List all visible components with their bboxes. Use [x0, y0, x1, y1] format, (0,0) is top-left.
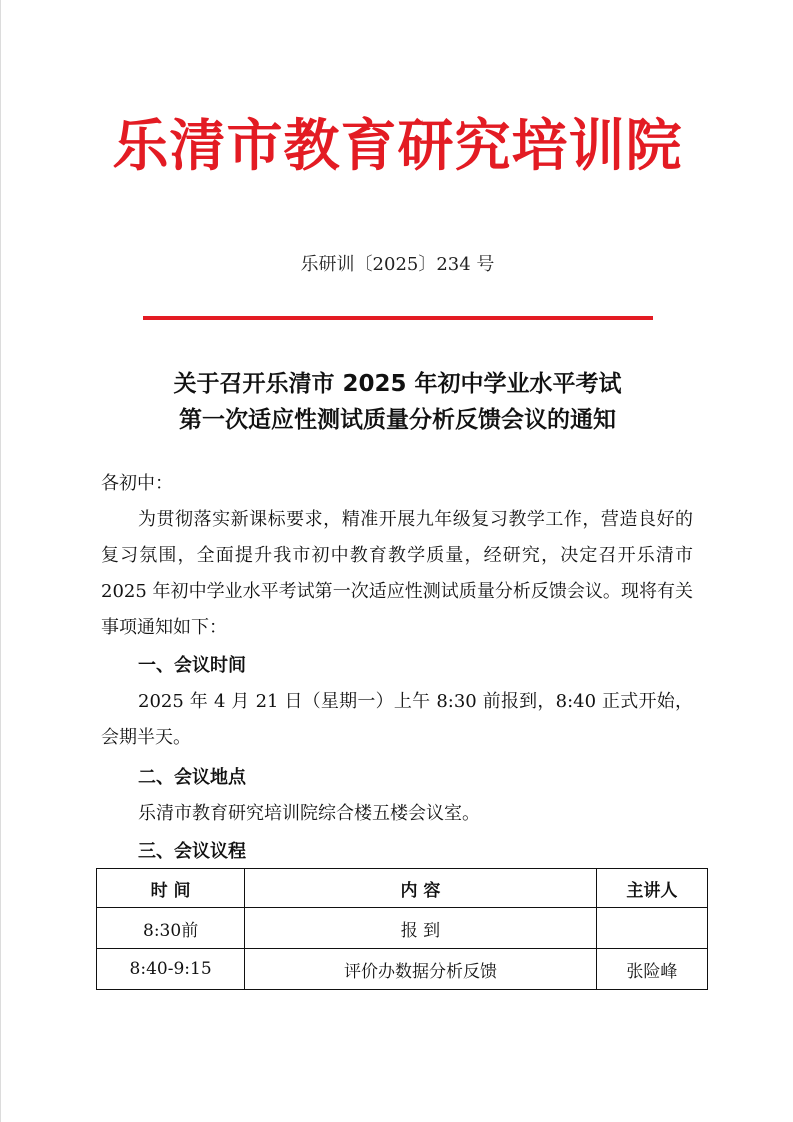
- section-heading-agenda: 三、会议议程: [138, 841, 246, 862]
- agenda-cell-content: 报 到: [245, 908, 596, 949]
- intro-paragraph: 为贯彻落实新课标要求，精准开展九年级复习教学工作，营造良好的复习氛围，全面提升我市初中教育教学质量，经研究，决定召开乐清市 2025 年初中学业水平考试第一次适应性测试质量分析反馈会议。现将有关事项通知如下：: [101, 509, 693, 638]
- notice-title-line-2: 第一次适应性测试质量分析反馈会议的通知: [179, 407, 616, 433]
- salutation: 各初中：: [101, 473, 173, 494]
- section-text-time: 2025 年 4 月 21 日（星期一）上午 8:30 前报到，8:40 正式开始，会期半天。: [101, 691, 693, 748]
- table-row: [97, 949, 708, 990]
- agenda-cell-content: 评价办数据分析反馈: [245, 949, 596, 990]
- red-divider-line: [143, 316, 653, 320]
- agenda-header-content: 内 容: [245, 869, 596, 908]
- section-heading-location: 二、会议地点: [138, 767, 246, 788]
- table-row: [97, 908, 708, 949]
- notice-title-line-1: 关于召开乐清市 2025 年初中学业水平考试: [173, 371, 622, 397]
- organization-masthead: 乐清市教育研究培训院: [112, 113, 683, 179]
- agenda-cell-speaker: [596, 908, 707, 949]
- agenda-cell-time: 8:30前: [97, 908, 245, 949]
- agenda-table: [96, 868, 708, 990]
- section-heading-time: 一、会议时间: [138, 655, 246, 676]
- notice-title: [1, 366, 793, 438]
- agenda-header-time: 时 间: [97, 869, 245, 908]
- document-number: 乐研训〔2025〕234 号: [300, 254, 495, 275]
- agenda-cell-speaker: 张险峰: [596, 949, 707, 990]
- agenda-cell-time: 8:40-9:15: [97, 949, 245, 990]
- section-text-location: 乐清市教育研究培训院综合楼五楼会议室。: [138, 803, 480, 824]
- agenda-header-speaker: 主讲人: [596, 869, 707, 908]
- agenda-header-row: [97, 869, 708, 908]
